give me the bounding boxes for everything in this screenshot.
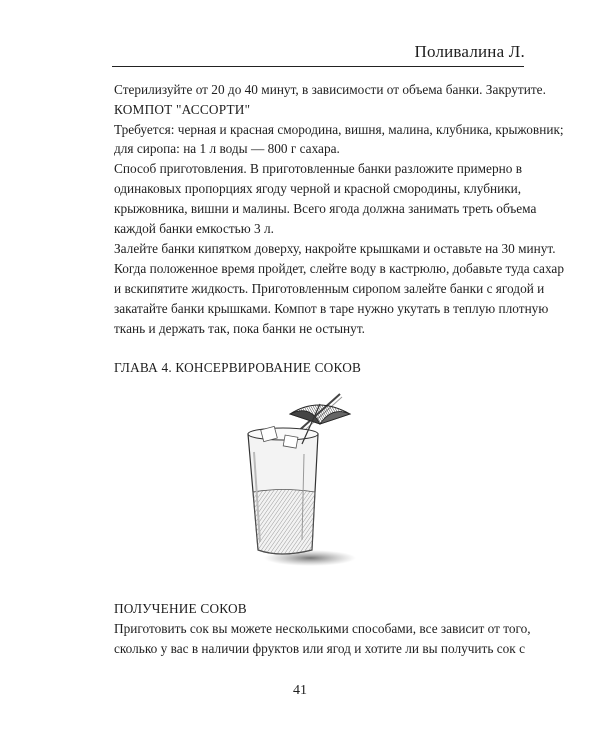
running-header-author: Поливалина Л. [414, 42, 525, 61]
text-line: Способ приготовления. В приготовленные банки разложите примерно в [114, 161, 522, 176]
juice-glass-illustration [240, 392, 365, 572]
header-rule [112, 66, 524, 67]
text-line: закатайте банки крышками. Компот в таре нужно укутать в теплую плотную [114, 301, 549, 316]
text-line: ткань и держать так, пока банки не остынут. [114, 321, 365, 336]
text-line: для сиропа: на 1 л воды — 800 г сахара. [114, 141, 340, 156]
text-line: крыжовника, вишни и малины. Всего ягода должна занимать треть объема [114, 201, 537, 216]
text-line: Когда положенное время пройдет, слейте воду в кастрюлю, добавьте туда сахар [114, 261, 564, 276]
page-number: 41 [293, 683, 307, 698]
text-line: одинаковых пропорциях ягоду черной и красной смородины, клубники, [114, 181, 522, 196]
text-line: сколько у вас в наличии фруктов или ягод и хотите ли вы получить сок с [114, 641, 525, 656]
glass-liquid [253, 490, 315, 555]
recipe-title: КОМПОТ "АССОРТИ" [114, 102, 251, 117]
text-line: Приготовить сок вы можете несколькими способами, все зависит от того, [114, 621, 531, 636]
text-line: Стерилизуйте от 20 до 40 минут, в зависимости от объема банки. Закрутите. [114, 82, 546, 97]
text-line: каждой банки емкостью 3 л. [114, 221, 274, 236]
section-title: ПОЛУЧЕНИЕ СОКОВ [114, 601, 247, 616]
ice-cube [283, 435, 298, 448]
chapter-title: ГЛАВА 4. КОНСЕРВИРОВАНИЕ СОКОВ [114, 360, 362, 375]
text-line: Залейте банки кипятком доверху, накройте крышками и оставьте на 30 минут. [114, 241, 556, 256]
text-line: и вскипятите жидкость. Приготовленным сиропом залейте банки с ягодой и [114, 281, 545, 296]
glass-rim [248, 428, 318, 440]
text-line: Требуется: черная и красная смородина, вишня, малина, клубника, крыжовник; [114, 122, 564, 137]
